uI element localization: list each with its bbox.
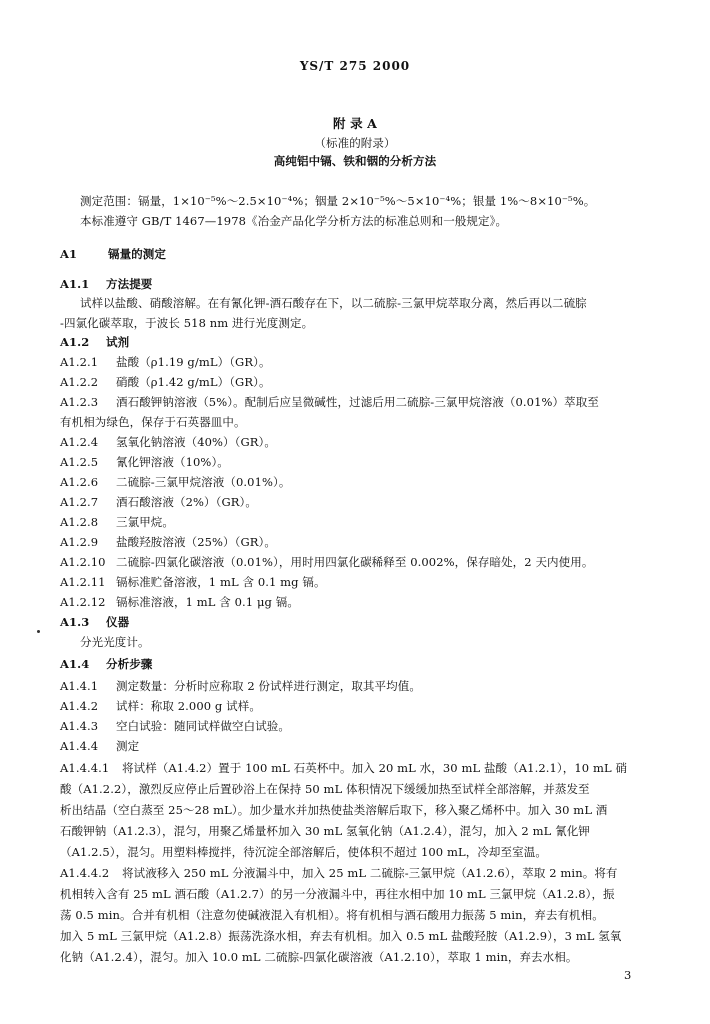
reagent-number: A1.2.4: [60, 435, 99, 449]
paragraph-text: 将试液移入 250 mL 分液漏斗中，加入 25 mL 二硫腙-三氯甲烷（A1.2.6），萃取 2 min。将有: [122, 866, 618, 880]
reagent-text: 三氯甲烷。: [116, 515, 174, 529]
section-a1-2: [60, 334, 129, 350]
page-number: 3: [624, 968, 632, 982]
section-a1-title: 镉量的测定: [108, 247, 166, 261]
section-a1-1-number: A1.1: [60, 277, 90, 291]
compliance-line: 本标准遵守 GB/T 1467—1978《冶金产品化学分析方法的标准总则和一般规定》。: [80, 214, 508, 228]
reagent-number: A1.2.9: [60, 535, 99, 549]
appendix-heading: 高纯铝中镉、铁和铟的分析方法: [273, 154, 437, 168]
reagent-item: [60, 494, 257, 510]
paragraph-text: 将试样（A1.4.2）置于 100 mL 石英杯中。加入 20 mL 水，30 mL 盐酸（A1.2.1），10 mL 硝: [122, 761, 628, 775]
section-a1-2-title: 试剂: [106, 335, 130, 349]
section-a1-2-number: A1.2: [60, 335, 90, 349]
section-a1: [60, 246, 166, 262]
section-a1-3-title: 仪器: [106, 615, 130, 629]
scope-line: 测定范围：镉量，1×10⁻⁵%～2.5×10⁻⁴%；铟量 2×10⁻⁵%～5×10⁻⁴%；银量 1%～8×10⁻⁵%。: [80, 194, 596, 208]
reagent-text: 镉标准贮备溶液，1 mL 含 0.1 mg 镉。: [116, 575, 326, 589]
reagent-text: 盐酸羟胺溶液（25%）（GR）。: [116, 535, 277, 549]
instrument-text: 分光光度计。: [80, 635, 150, 649]
paragraph-line: 荡 0.5 min。合并有机相（注意勿使碱液混入有机相）。将有机相与酒石酸用力振荡 5 min，弃去有机相。: [60, 908, 604, 922]
paragraph-line: 化钠（A1.2.4），混匀。加入 10.0 mL 二硫腙-四氯化碳溶液（A1.2.10），萃取 1 min，弃去水相。: [60, 950, 578, 964]
reagent-text: 酒石酸溶液（2%）（GR）。: [116, 495, 257, 509]
paragraph-line: 加入 5 mL 三氯甲烷（A1.2.8）振荡洗涤水相，弃去有机相。加入 0.5 mL 盐酸羟胺（A1.2.9），3 mL 氢氧: [60, 929, 622, 943]
method-summary-line-1: 试样以盐酸、硝酸溶解。在有氰化钾-酒石酸存在下，以二硫腙-三氯甲烷萃取分离，然后再以二硫腙: [80, 296, 587, 310]
reagent-text: 氰化钾溶液（10%）。: [116, 455, 229, 469]
section-a1-4-number: A1.4: [60, 657, 90, 671]
reagent-item: [60, 374, 271, 390]
appendix-subtitle: （标准的附录）: [314, 136, 396, 150]
paragraph-line: 析出结晶（空白蒸至 25～28 mL）。加少量水并加热使盐类溶解后取下，移入聚乙烯杯中。加入 30 mL 酒: [60, 803, 608, 817]
step-number: A1.4.4: [60, 739, 99, 753]
reagent-text: 二硫腙-三氯甲烷溶液（0.01%）。: [116, 475, 291, 489]
paragraph-line: [60, 865, 618, 881]
reagent-number: A1.2.5: [60, 455, 99, 469]
paragraph-number: A1.4.4.2: [60, 866, 110, 880]
reagent-item: [60, 474, 290, 490]
reagent-item: [60, 594, 299, 610]
reagent-text: 二硫腙-四氯化碳溶液（0.01%），用时用四氯化碳稀释至 0.002%，保存暗处，2 天内使用。: [116, 555, 594, 569]
section-a1-1-title: 方法提要: [106, 277, 153, 291]
reagent-item: [60, 514, 174, 530]
procedure-step: [60, 718, 290, 734]
reagent-text: 硝酸（ρ1.42 g/mL）（GR）。: [116, 375, 271, 389]
reagent-number: A1.2.8: [60, 515, 99, 529]
step-text: 试样：称取 2.000 g 试样。: [116, 699, 261, 713]
reagent-text: 盐酸（ρ1.19 g/mL）（GR）。: [116, 355, 271, 369]
procedure-step: [60, 738, 139, 754]
appendix-title: 附 录 A: [333, 116, 377, 131]
paragraph-line: 酸（A1.2.2），激烈反应停止后置砂浴上在保持 50 mL 体积情况下缓缓加热至试样全部溶解，并蒸发至: [60, 782, 590, 796]
paragraph-line: [60, 760, 627, 776]
reagent-item: [60, 354, 271, 370]
reagent-continuation: 有机相为绿色，保存于石英器皿中。: [60, 415, 246, 429]
reagent-number: A1.2.10: [60, 555, 106, 569]
reagent-number: A1.2.12: [60, 595, 106, 609]
reagent-item: [60, 554, 593, 570]
reagent-item: [60, 454, 229, 470]
reagent-item: [60, 394, 599, 410]
reagent-number: A1.2.7: [60, 495, 99, 509]
reagent-number: A1.2.3: [60, 395, 99, 409]
scan-speck: [37, 630, 40, 633]
section-a1-1: [60, 276, 152, 292]
section-a1-4-title: 分析步骤: [106, 657, 153, 671]
procedure-step: [60, 678, 421, 694]
reagent-text: 镉标准溶液，1 mL 含 0.1 μg 镉。: [116, 595, 299, 609]
reagent-text: 酒石酸钾钠溶液（5%）。配制后应呈微碱性，过滤后用二硫腙-三氯甲烷溶液（0.01%）萃取至: [116, 395, 599, 409]
section-a1-number: A1: [60, 247, 78, 261]
method-summary-line-2: -四氯化碳萃取，于波长 518 nm 进行光度测定。: [60, 316, 314, 330]
reagent-item: [60, 434, 276, 450]
reagent-text: 氢氧化钠溶液（40%）（GR）。: [116, 435, 277, 449]
reagent-item: [60, 534, 276, 550]
paragraph-line: 机相转入含有 25 mL 酒石酸（A1.2.7）的另一分液漏斗中，再往水相中加 10 mL 三氯甲烷（A1.2.8），振: [60, 887, 615, 901]
step-number: A1.4.3: [60, 719, 99, 733]
step-text: 测定数量：分析时应称取 2 份试样进行测定，取其平均值。: [116, 679, 421, 693]
reagent-item: [60, 574, 326, 590]
reagent-number: A1.2.2: [60, 375, 99, 389]
step-text: 测定: [116, 739, 140, 753]
section-a1-4: [60, 656, 152, 672]
step-text: 空白试验：随同试样做空白试验。: [116, 719, 290, 733]
reagent-number: A1.2.6: [60, 475, 99, 489]
paragraph-line: （A1.2.5），混匀。用塑料棒搅拌，待沉淀全部溶解后，使体积不超过 100 mL，冷却至室温。: [60, 845, 547, 859]
paragraph-line: 石酸钾钠（A1.2.3），混匀，用聚乙烯量杯加入 30 mL 氢氧化钠（A1.2.4），混匀，加入 2 mL 氰化钾: [60, 824, 590, 838]
reagent-number: A1.2.1: [60, 355, 99, 369]
step-number: A1.4.1: [60, 679, 99, 693]
paragraph-number: A1.4.4.1: [60, 761, 110, 775]
section-a1-3: [60, 614, 129, 630]
reagent-number: A1.2.11: [60, 575, 106, 589]
procedure-step: [60, 698, 261, 714]
standard-header: YS/T 275 2000: [299, 59, 411, 73]
section-a1-3-number: A1.3: [60, 615, 90, 629]
step-number: A1.4.2: [60, 699, 99, 713]
